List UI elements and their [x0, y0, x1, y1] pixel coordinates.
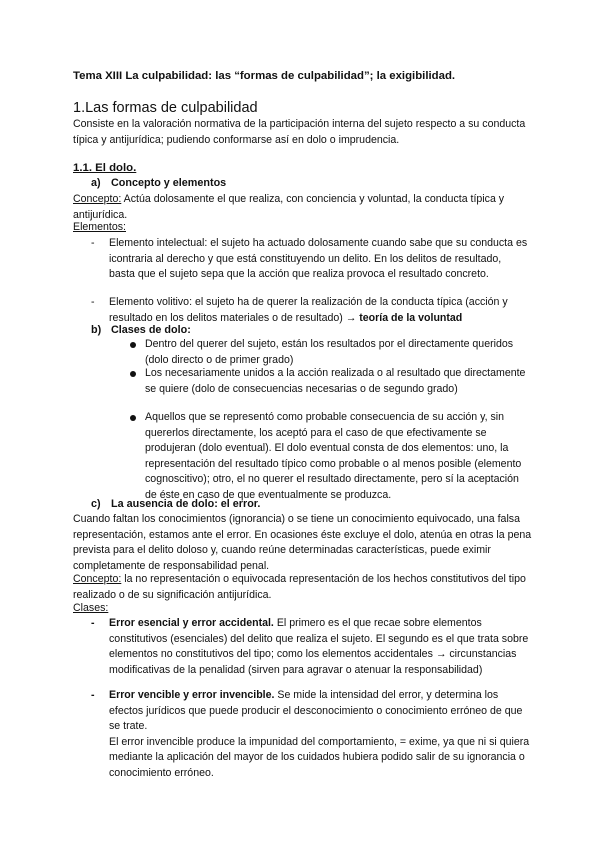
clase-dolo-item	[145, 337, 533, 368]
clase-dolo-item	[145, 366, 533, 397]
elementos-label-text: Elementos:	[73, 221, 126, 233]
subsection-b-label: b)	[91, 324, 102, 336]
section-1-text: Consiste en la valoración normativa de la participación interna del sujeto respecto a su conducta típica y antijurídica; pudiendo conformarse así en dolo o imprudencia.	[73, 118, 526, 146]
subsection-c-label: c)	[91, 498, 101, 510]
elementos-label	[73, 220, 535, 236]
subsection-a-title: Concepto y elementos	[111, 177, 227, 189]
subsection-c-heading	[91, 498, 260, 510]
error-item-esencial	[91, 616, 533, 678]
elemento-item-volitivo	[91, 295, 533, 326]
subsection-b-heading	[91, 324, 191, 336]
clase-dolo-text: Los necesariamente unidos a la acción realizada o al resultado que directamente se quiere (dolo de consecuencias necesarias o de segundo grado)	[145, 367, 526, 395]
error-item-extra-text: El error invencible produce la impunidad del comportamiento, = exime, ya que ni si quiera mediante la aplicación del mayor de los cuidados hubiera podido salir de su ignorancia o conocimiento erróneo.	[109, 735, 530, 779]
concepto-text: Actúa dolosamente el que realiza, con conciencia y voluntad, la conducta típica y antijurídica.	[73, 193, 505, 221]
elemento-item-intelectual	[91, 236, 529, 283]
clase-dolo-text: Dentro del querer del sujeto, están los resultados por el directamente queridos (dolo directo o de primer grado)	[145, 338, 514, 366]
dash-marker: -	[91, 296, 95, 308]
error-item-text: Se mide la intensidad del error, y determina los efectos jurídicos que puede producir el desconocimiento o conocimiento erróneo de que se trate.	[109, 689, 523, 733]
section-1-heading: 1.Las formas de culpabilidad	[73, 100, 258, 116]
error-item-vencible	[91, 688, 533, 782]
dash-marker: -	[91, 237, 95, 249]
clases-label	[73, 601, 535, 617]
bullet-marker	[130, 415, 136, 421]
error-concepto-label: Concepto:	[73, 573, 122, 585]
dash-marker: -	[91, 617, 95, 629]
bullet-marker	[130, 342, 136, 348]
error-concepto-text: la no representación o equivocada representación de los hechos constitutivos del tipo realizado o de su significación antijurídica.	[73, 573, 526, 601]
subsection-c-title: La ausencia de dolo: el error.	[111, 498, 261, 510]
error-concepto-paragraph	[73, 572, 535, 603]
clase-dolo-item	[145, 410, 533, 504]
error-item-text: El primero es el que recae sobre elementos constitutivos (esenciales) del delito que realiza el sujeto. El segundo es el que trata sobre elementos no constitutivos del tipo; como los elementos accidentales → circunstancias modificativas de la penalidad (sirven para agravar o atenuar la responsabilidad)	[109, 617, 529, 676]
elemento-bold-text: teoría de la voluntad	[359, 311, 463, 324]
elemento-text: Elemento volitivo: el sujeto ha de querer la realización de la conducta típica (acción y resultado en los delitos materiales o de resultado) →	[109, 296, 508, 324]
error-item-title: Error vencible y error invencible.	[109, 689, 275, 701]
dash-marker: -	[91, 689, 95, 701]
subsection-a-label: a)	[91, 177, 101, 189]
concepto-paragraph	[73, 192, 535, 223]
clases-label-text: Clases:	[73, 602, 109, 614]
error-paragraph: Cuando faltan los conocimientos (ignorancia) o se tiene un conocimiento equivocado, una falsa representación, estamos ante el error. En ocasiones éste excluye el dolo, atenúa en otras la pena prevista para el delito doloso y, cuando reúne determinadas características, puede eximir completamente de responsabilidad penal.	[73, 513, 532, 572]
document-title: Tema XIII La culpabilidad: las “formas de culpabilidad”; la exigibilidad.	[73, 70, 456, 82]
error-item-title: Error esencial y error accidental.	[109, 617, 274, 629]
elemento-text: Elemento intelectual: el sujeto ha actuado dolosamente cuando sabe que su conducta es icontraria al derecho y que está constituyendo un delito. En los delitos de resultado, basta que el sujeto sepa que la acción que realiza provoca el resultado concreto.	[109, 237, 528, 281]
bullet-marker	[130, 371, 136, 377]
subsection-b-title: Clases de dolo:	[111, 324, 191, 336]
concepto-label: Concepto:	[73, 193, 122, 205]
clase-dolo-text: Aquellos que se representó como probable consecuencia de su acción y, sin quererlos directamente, los aceptó para el caso de que efectivamente se produjeran (dolo eventual). El dolo eventual consta de dos elementos: uno, la representación del resultado típico como probable o al menos posible (elemento cognoscitivo); otro, el no querer el resultado directamente, pero sí la aceptación de éste en caso de que eventualmente se produzca.	[145, 411, 522, 501]
section-1-1-heading: 1.1. El dolo.	[73, 162, 137, 174]
subsection-a-heading	[91, 177, 226, 189]
